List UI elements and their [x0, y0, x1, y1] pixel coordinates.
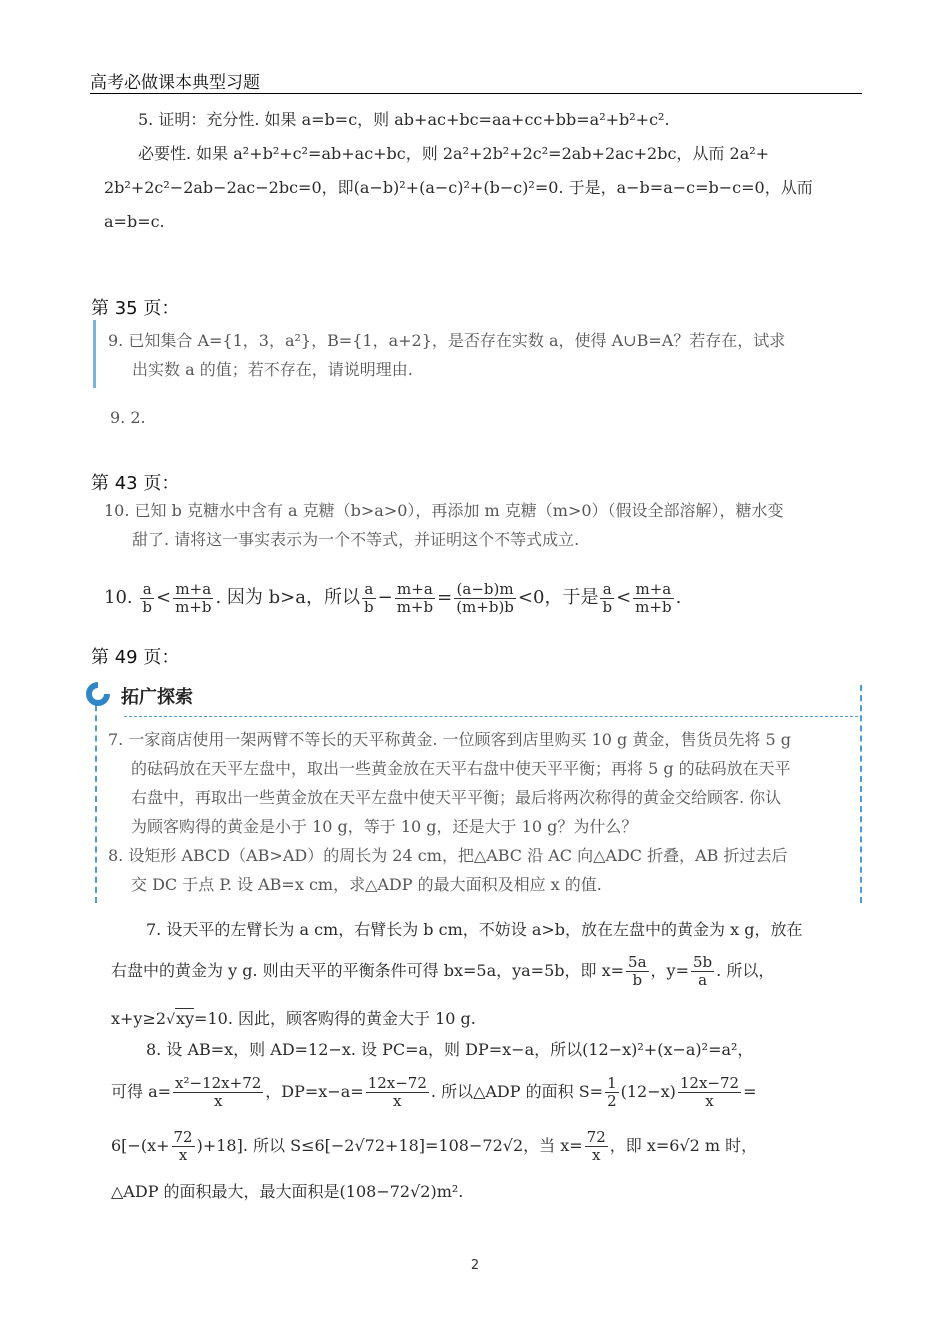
frac-s-expr: $\frac{12x-72}{x}$ — [679, 1074, 740, 1110]
p5-line-3: 2b²+2c²−2ab−2ac−2bc=0，即(a−b)²+(a−c)²+(b−c)²=0. 于是，a−b=a−c=b−c=0，从而 — [104, 178, 813, 197]
period: . — [675, 587, 682, 608]
page-43-label: 第 43 页： — [91, 473, 180, 494]
frac-half: $\frac{1}{2}$ — [607, 1074, 617, 1110]
section-title: 拓广探索 — [121, 687, 193, 708]
frac-a-over-b: $\frac{a}{b}$ — [142, 579, 152, 616]
frac-a-expr: $\frac{\text{x²−12x+72}}{x}$ — [175, 1074, 262, 1110]
header-rule — [90, 93, 862, 94]
a7-line3-a: x+y≥2 — [111, 1009, 167, 1028]
a8-line-3 — [111, 1126, 757, 1166]
sqrt-sign: √ — [166, 1012, 175, 1028]
lt-zero-text: <0，于是 — [517, 587, 599, 608]
a8-text-a: 可得 a= — [111, 1082, 172, 1101]
section-badge-cut — [98, 680, 112, 694]
a8-text-c: . 所以△ADP 的面积 S= — [430, 1082, 604, 1101]
a8-line3-c: ，即 x=6√2 m 时， — [609, 1136, 758, 1155]
frac-dp-expr: $\frac{12x-72}{x}$ — [367, 1074, 427, 1110]
a7-line3-b: =10. 因此，顾客购得的黄金大于 10 g. — [194, 1009, 476, 1028]
a8-line3-b: )+18]. 所以 S≤6[−2√72+18]=108−72√2，当 x= — [196, 1136, 583, 1155]
a8-line-2 — [111, 1072, 757, 1112]
a7-text-a: 右盘中的黄金为 y g. 则由天平的平衡条件可得 bx=5a，ya=5b，即 x= — [111, 961, 625, 980]
a8-line3-a: 6[−(x+ — [111, 1136, 170, 1155]
frac-a-over-b-3: $\frac{a}{b}$ — [602, 579, 613, 616]
q10-answer-num: 10. — [104, 587, 133, 608]
a7-text-c: . 所以， — [716, 961, 775, 980]
sqrt-xy: xy — [175, 1009, 195, 1028]
a7-line-3 — [111, 1009, 476, 1030]
a7-line-1: 7. 设天平的左臂长为 a cm，右臂长为 b cm，不妨设 a>b，放在左盘中的黄金为 x g，放在 — [146, 920, 803, 939]
frac-5b-over-a: $\frac{5b}{a}$ — [692, 953, 713, 989]
frac-ma-over-mb-3: $\frac{m+a}{m+b}$ — [635, 579, 672, 616]
a8-text-e: = — [743, 1082, 757, 1101]
frac-abm-over-mbb: $\frac{(a-b)m}{(m+b)b}$ — [456, 579, 514, 616]
page-header-title: 高考必做课本典型习题 — [90, 73, 260, 93]
q7-line-3: 右盘中，再取出一些黄金放在天平左盘中使天平平衡；最后将两次称得的黄金交给顾客. 你认 — [131, 788, 782, 807]
q7-line-2: 的砝码放在天平左盘中，取出一些黄金放在天平右盘中使天平平衡；再将 5 g 的砝码放在天平 — [131, 759, 791, 778]
minus: − — [377, 587, 393, 608]
q9-line-1: 9. 已知集合 A={1，3，a²}，B={1，a+2}，是否存在实数 a，使得 A∪B=A？若存在，试求 — [108, 331, 786, 350]
frac-72-over-x: $\frac{72}{x}$ — [173, 1128, 193, 1164]
a7-text-b: ，y= — [650, 961, 689, 980]
q9-line-2: 出实数 a 的值；若不存在，请说明理由. — [132, 360, 413, 379]
a8-text-b: ，DP=x−a= — [265, 1082, 364, 1101]
q7-line-4: 为顾客购得的黄金是小于 10 g，等于 10 g，还是大于 10 g？为什么？ — [131, 817, 638, 836]
a8-line-1: 8. 设 AB=x，则 AD=12−x. 设 PC=a，则 DP=x−a，所以(12−x)²+(x−a)²=a²， — [146, 1040, 754, 1059]
a8-text-d: (12−x) — [620, 1082, 676, 1101]
q10-answer — [104, 578, 681, 618]
a7-line-2 — [111, 951, 774, 991]
frac-ma-over-mb: $\frac{m+a}{m+b}$ — [175, 579, 212, 616]
frac-72-over-x-2: $\frac{72}{x}$ — [586, 1128, 606, 1164]
because-text: . 因为 b>a，所以 — [215, 587, 360, 608]
frac-ma-over-mb-2: $\frac{m+a}{m+b}$ — [396, 579, 434, 616]
p5-line-2: 必要性. 如果 a²+b²+c²=ab+ac+bc，则 2a²+2b²+2c²=2ab+2ac+2bc，从而 2a²+ — [138, 144, 770, 163]
page-number: 2 — [470, 1258, 480, 1273]
p5-line-4: a=b=c. — [104, 212, 165, 231]
frac-a-over-b-2: $\frac{a}{b}$ — [364, 579, 374, 616]
q8-line-2: 交 DC 于点 P. 设 AB=x cm，求△ADP 的最大面积及相应 x 的值. — [131, 875, 602, 894]
section-rule — [124, 716, 858, 717]
page-49-label: 第 49 页： — [91, 647, 180, 668]
q10-line-1: 10. 已知 b 克糖水中含有 a 克糖（b>a>0），再添加 m 克糖（m>0）（假设全部溶解），糖水变 — [104, 501, 784, 520]
page-35-label: 第 35 页： — [91, 298, 180, 319]
q8-line-1: 8. 设矩形 ABCD（AB>AD）的周长为 24 cm，把△ABC 沿 AC 向△ADC 折叠，AB 折过去后 — [108, 846, 788, 865]
q10-line-2: 甜了. 请将这一事实表示为一个不等式，并证明这个不等式成立. — [132, 530, 580, 549]
less-than-2: < — [616, 587, 632, 608]
q7-line-1: 7. 一家商店使用一架两臂不等长的天平称黄金. 一位顾客到店里购买 10 g 黄金，售货员先将 5 g — [108, 730, 791, 749]
frac-5a-over-b: $\frac{5a}{b}$ — [628, 953, 647, 989]
less-than: < — [155, 587, 172, 608]
question-bar-35 — [93, 320, 96, 388]
q9-answer: 9. 2. — [110, 408, 146, 427]
a8-line-4: △ADP 的面积最大，最大面积是(108−72√2)m². — [111, 1182, 464, 1201]
equals: = — [437, 587, 453, 608]
p5-line-1: 5. 证明：充分性. 如果 a=b=c，则 ab+ac+bc=aa+cc+bb=a²+b²+c². — [138, 110, 670, 129]
